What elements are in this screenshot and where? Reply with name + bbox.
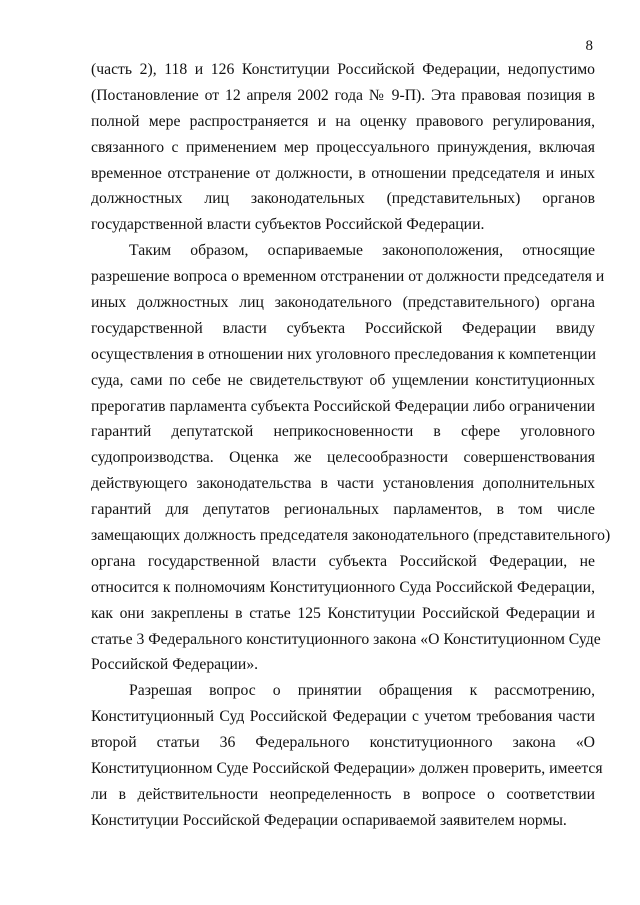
text-line: должностных лиц законодательных (представительных) органов: [91, 190, 595, 208]
text-line: разрешение вопроса о временном отстранении от должности председателя и: [91, 268, 605, 286]
text-line: прерогатив парламента субъекта Российской Федерации либо ограничении: [91, 397, 595, 415]
text-line: Российской Федерации».: [91, 656, 259, 674]
text-line: осуществления в отношении них уголовного преследования к компетенции: [91, 345, 597, 363]
document-body: [91, 57, 611, 834]
text-line: государственной власти субъекта Российской Федерации ввиду: [91, 319, 595, 337]
text-line: органа государственной власти субъекта Российской Федерации, не: [91, 552, 595, 570]
paragraph-3: [91, 678, 603, 833]
text-line: гарантий для депутатов региональных парламентов, в том числе: [91, 501, 595, 519]
paragraph-2: [91, 238, 611, 678]
text-line: ли в действительности неопределенность в вопросе о соответствии: [91, 785, 595, 803]
text-line: иных должностных лиц законодательного (представительного) органа: [91, 294, 595, 312]
text-line: как они закреплены в статье 125 Конституции Российской Федерации и: [91, 604, 595, 622]
text-line: действующего законодательства в части установления дополнительных: [91, 475, 595, 493]
text-line: (Постановление от 12 апреля 2002 года № 9-П). Эта правовая позиция в: [91, 86, 595, 104]
text-line: статье 3 Федерального конституционного закона «О Конституционном Суде: [91, 630, 601, 648]
text-line: относится к полномочиям Конституционного Суда Российской Федерации,: [91, 578, 595, 596]
text-line: Конституционный Суд Российской Федерации с учетом требования части: [91, 708, 595, 726]
text-line: Разрешая вопрос о принятии обращения к рассмотрению,: [129, 682, 595, 700]
text-line: гарантий депутатской неприкосновенности в сфере уголовного: [91, 423, 595, 441]
text-line: Таким образом, оспариваемые законоположения, относящие: [129, 242, 595, 260]
text-line: Конституционном Суде Российской Федерации» должен проверить, имеется: [91, 760, 603, 778]
text-line: замещающих должность председателя законодательного (представительного): [91, 527, 611, 545]
page-number: 8: [585, 38, 593, 54]
text-line: суда, сами по себе не свидетельствуют об ущемлении конституционных: [91, 371, 595, 389]
text-line: Конституции Российской Федерации оспариваемой заявителем нормы.: [91, 811, 567, 829]
text-line: второй статьи 36 Федерального конституционного закона «О: [91, 734, 595, 752]
paragraph-1: [91, 57, 595, 238]
text-line: (часть 2), 118 и 126 Конституции Российской Федерации, недопустимо: [91, 61, 595, 78]
text-line: временное отстранение от должности, в отношении председателя и иных: [91, 164, 595, 182]
text-line: связанного с применением мер процессуального принуждения, включая: [91, 138, 595, 156]
text-line: судопроизводства. Оценка же целесообразности совершенствования: [91, 449, 595, 467]
text-line: государственной власти субъектов Российской Федерации.: [91, 216, 485, 234]
text-line: полной мере распространяется и на оценку правового регулирования,: [91, 112, 595, 130]
